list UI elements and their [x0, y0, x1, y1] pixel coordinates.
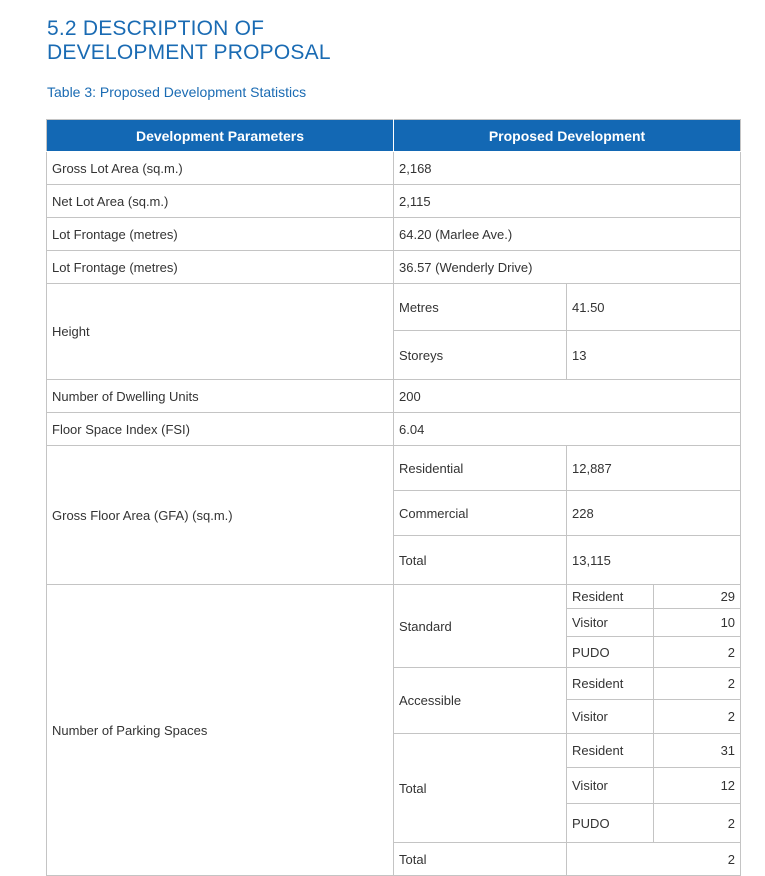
section-heading-line2: DEVELOPMENT PROPOSAL	[47, 41, 331, 64]
row-label: Net Lot Area (sq.m.)	[47, 185, 394, 218]
sub-label: Accessible	[394, 668, 567, 734]
row-label: Number of Parking Spaces	[47, 585, 394, 876]
row-label: Height	[47, 284, 394, 380]
header-proposed: Proposed Development	[394, 120, 741, 152]
detail-label: Visitor	[567, 768, 654, 804]
section-heading-line1: 5.2 DESCRIPTION OF	[47, 17, 265, 40]
row-label: Lot Frontage (metres)	[47, 218, 394, 251]
row-value: 200	[394, 380, 741, 413]
row-label: Gross Floor Area (GFA) (sq.m.)	[47, 446, 394, 585]
row-label: Gross Lot Area (sq.m.)	[47, 152, 394, 185]
table-header-row	[47, 120, 741, 152]
row-label: Floor Space Index (FSI)	[47, 413, 394, 446]
table-row	[47, 218, 741, 251]
detail-value: 12	[654, 768, 741, 804]
table-row	[47, 185, 741, 218]
sub-label: Total	[394, 734, 567, 843]
sub-value: 13	[567, 331, 741, 380]
sub-label: Total	[394, 843, 567, 876]
sub-value: 13,115	[567, 536, 741, 585]
sub-label: Residential	[394, 446, 567, 491]
detail-value: 10	[654, 609, 741, 637]
table-caption: Table 3: Proposed Development Statistics	[47, 84, 307, 100]
sub-label: Metres	[394, 284, 567, 331]
detail-value: 31	[654, 734, 741, 768]
sub-label: Storeys	[394, 331, 567, 380]
detail-label: PUDO	[567, 804, 654, 843]
row-label: Number of Dwelling Units	[47, 380, 394, 413]
detail-value: 2	[654, 804, 741, 843]
sub-value: 12,887	[567, 446, 741, 491]
header-parameters: Development Parameters	[47, 120, 394, 152]
sub-label: Standard	[394, 585, 567, 668]
table-row	[47, 284, 741, 331]
table-row	[47, 380, 741, 413]
detail-label: Resident	[567, 734, 654, 768]
development-statistics-table	[46, 119, 741, 876]
row-value: 36.57 (Wenderly Drive)	[394, 251, 741, 284]
detail-label: PUDO	[567, 637, 654, 668]
sub-label: Total	[394, 536, 567, 585]
sub-value: 41.50	[567, 284, 741, 331]
detail-value: 2	[654, 668, 741, 700]
row-label: Lot Frontage (metres)	[47, 251, 394, 284]
detail-value: 2	[654, 700, 741, 734]
detail-label: Visitor	[567, 700, 654, 734]
table-row	[47, 446, 741, 491]
detail-value: 2	[654, 637, 741, 668]
table-row	[47, 585, 741, 609]
detail-value: 29	[654, 585, 741, 609]
detail-label: Visitor	[567, 609, 654, 637]
detail-label: Resident	[567, 585, 654, 609]
table-row	[47, 251, 741, 284]
row-value: 64.20 (Marlee Ave.)	[394, 218, 741, 251]
table-row	[47, 152, 741, 185]
row-value: 6.04	[394, 413, 741, 446]
sub-value: 228	[567, 491, 741, 536]
section-heading	[47, 17, 331, 65]
row-value: 2,168	[394, 152, 741, 185]
table-row	[47, 413, 741, 446]
row-value: 2,115	[394, 185, 741, 218]
detail-label: Resident	[567, 668, 654, 700]
sub-label: Commercial	[394, 491, 567, 536]
sub-value: 2	[567, 843, 741, 876]
